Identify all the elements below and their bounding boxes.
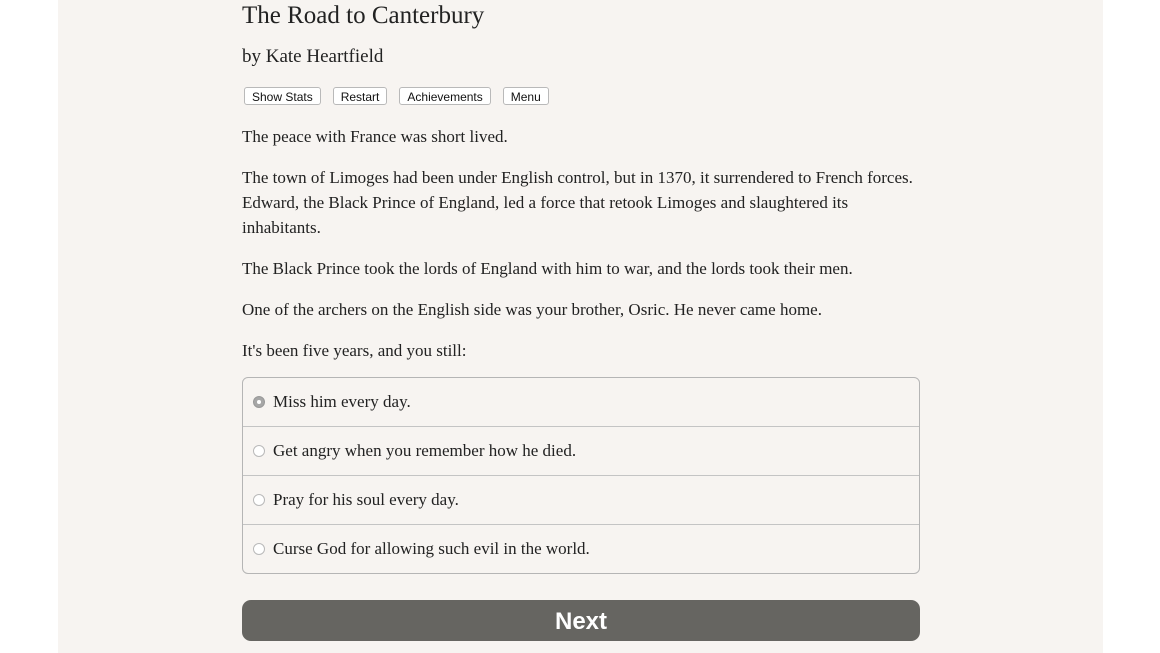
- choice-label: Get angry when you remember how he died.: [273, 441, 577, 460]
- show-stats-button[interactable]: Show Stats: [244, 87, 321, 105]
- choice-label: Pray for his soul every day.: [273, 490, 459, 509]
- next-button[interactable]: Next: [242, 600, 920, 641]
- choice-option[interactable]: [243, 426, 919, 475]
- passage-paragraph: The peace with France was short lived.: [242, 127, 508, 146]
- menu-button[interactable]: Menu: [503, 87, 549, 105]
- story-passage: [242, 124, 920, 379]
- choice-option[interactable]: [243, 378, 919, 426]
- choice-prompt: It's been five years, and you still:: [242, 341, 467, 360]
- achievements-button[interactable]: Achievements: [399, 87, 490, 105]
- choice-option[interactable]: [243, 475, 919, 524]
- choice-label: Curse God for allowing such evil in the world.: [273, 539, 590, 558]
- game-author: by Kate Heartfield: [242, 46, 384, 67]
- radio-button[interactable]: [253, 494, 265, 506]
- restart-button[interactable]: Restart: [333, 87, 388, 105]
- game-page: [58, 0, 1103, 653]
- radio-button-selected[interactable]: [253, 396, 265, 408]
- radio-button[interactable]: [253, 445, 265, 457]
- choice-option[interactable]: [243, 524, 919, 573]
- passage-paragraph: The Black Prince took the lords of England with him to war, and the lords took their men.: [242, 259, 853, 278]
- game-title: The Road to Canterbury: [242, 2, 485, 29]
- radio-button[interactable]: [253, 543, 265, 555]
- toolbar: [244, 87, 549, 105]
- passage-paragraph: The town of Limoges had been under English control, but in 1370, it surrendered to French forces. Edward, the Black Prince of England, led a force that retook Limoges and slaughtered its inhabitants.: [242, 168, 913, 237]
- choice-label: Miss him every day.: [273, 392, 411, 411]
- choice-list: [242, 377, 920, 574]
- passage-paragraph: One of the archers on the English side was your brother, Osric. He never came home.: [242, 300, 822, 319]
